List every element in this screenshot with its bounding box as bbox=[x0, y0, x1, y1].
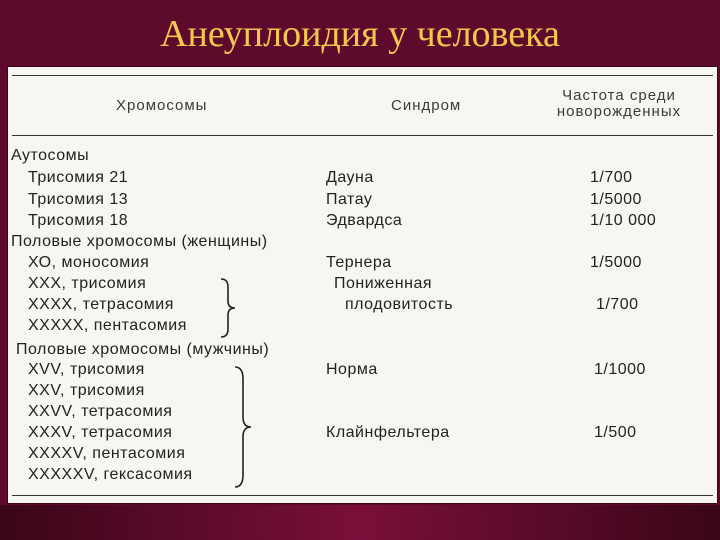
header-frequency bbox=[554, 88, 684, 120]
table-row-syndrome: Эдвардса bbox=[326, 212, 403, 229]
table-row-chromosome: XXXXXV, гексасомия bbox=[28, 466, 193, 483]
header-frequency-line2: новорожденных bbox=[556, 103, 682, 120]
table-row-syndrome: Клайнфельтера bbox=[326, 424, 450, 441]
table-row-frequency: 1/5000 bbox=[590, 191, 642, 208]
brace-female-icon bbox=[216, 277, 238, 339]
table-row-chromosome: Трисомия 13 bbox=[28, 191, 129, 208]
table-row-chromosome: XXVV, тетрасомия bbox=[28, 403, 173, 420]
group-autosomes: Аутосомы bbox=[11, 147, 90, 164]
table-row-syndrome: Норма bbox=[326, 361, 378, 378]
table-row-frequency: 1/1000 bbox=[594, 361, 646, 378]
header-syndrome: Синдром bbox=[391, 97, 462, 114]
table-row-chromosome: Трисомия 18 bbox=[28, 212, 129, 229]
header-bottom-rule bbox=[12, 135, 713, 136]
table-row-syndrome: Патау bbox=[326, 191, 373, 208]
aneuploidy-table bbox=[7, 66, 718, 504]
table-row-frequency: 1/700 bbox=[596, 296, 639, 313]
table-row-chromosome: XVV, трисомия bbox=[28, 361, 145, 378]
table-row-frequency: 1/700 bbox=[590, 169, 633, 186]
header-frequency-line1: Частота среди bbox=[562, 87, 676, 104]
table-row-chromosome: XXXXV, пентасомия bbox=[28, 445, 186, 462]
table-row-syndrome: Тернера bbox=[326, 254, 392, 271]
table-bottom-rule bbox=[12, 495, 713, 496]
table-row-syndrome: Пониженная bbox=[334, 275, 433, 292]
table-row-syndrome: Дауна bbox=[326, 169, 374, 186]
table-row-frequency: 1/5000 bbox=[590, 254, 642, 271]
table-row-frequency: 1/500 bbox=[594, 424, 637, 441]
table-top-rule bbox=[12, 75, 713, 76]
table-row-syndrome: плодовитость bbox=[345, 296, 454, 313]
table-row-chromosome: ХО, моносомия bbox=[28, 254, 150, 271]
table-row-chromosome: XXXV, тетрасомия bbox=[28, 424, 173, 441]
table-row-chromosome: XXV, трисомия bbox=[28, 382, 145, 399]
table-row-chromosome: XXXX, тетрасомия bbox=[28, 296, 174, 313]
header-chromosomes: Хромосомы bbox=[116, 97, 208, 114]
slide-title: Анеуплоидия у человека bbox=[160, 13, 560, 55]
table-row-chromosome: XXX, трисомия bbox=[28, 275, 147, 292]
group-sex-male: Половые хромосомы (мужчины) bbox=[16, 341, 270, 358]
group-sex-female: Половые хромосомы (женщины) bbox=[11, 233, 268, 250]
brace-male-icon bbox=[230, 365, 254, 489]
footer-bar bbox=[0, 505, 720, 540]
table-row-chromosome: Трисомия 21 bbox=[28, 169, 129, 186]
table-row-chromosome: XXXXX, пентасомия bbox=[28, 317, 187, 334]
table-row-frequency: 1/10 000 bbox=[590, 212, 657, 229]
